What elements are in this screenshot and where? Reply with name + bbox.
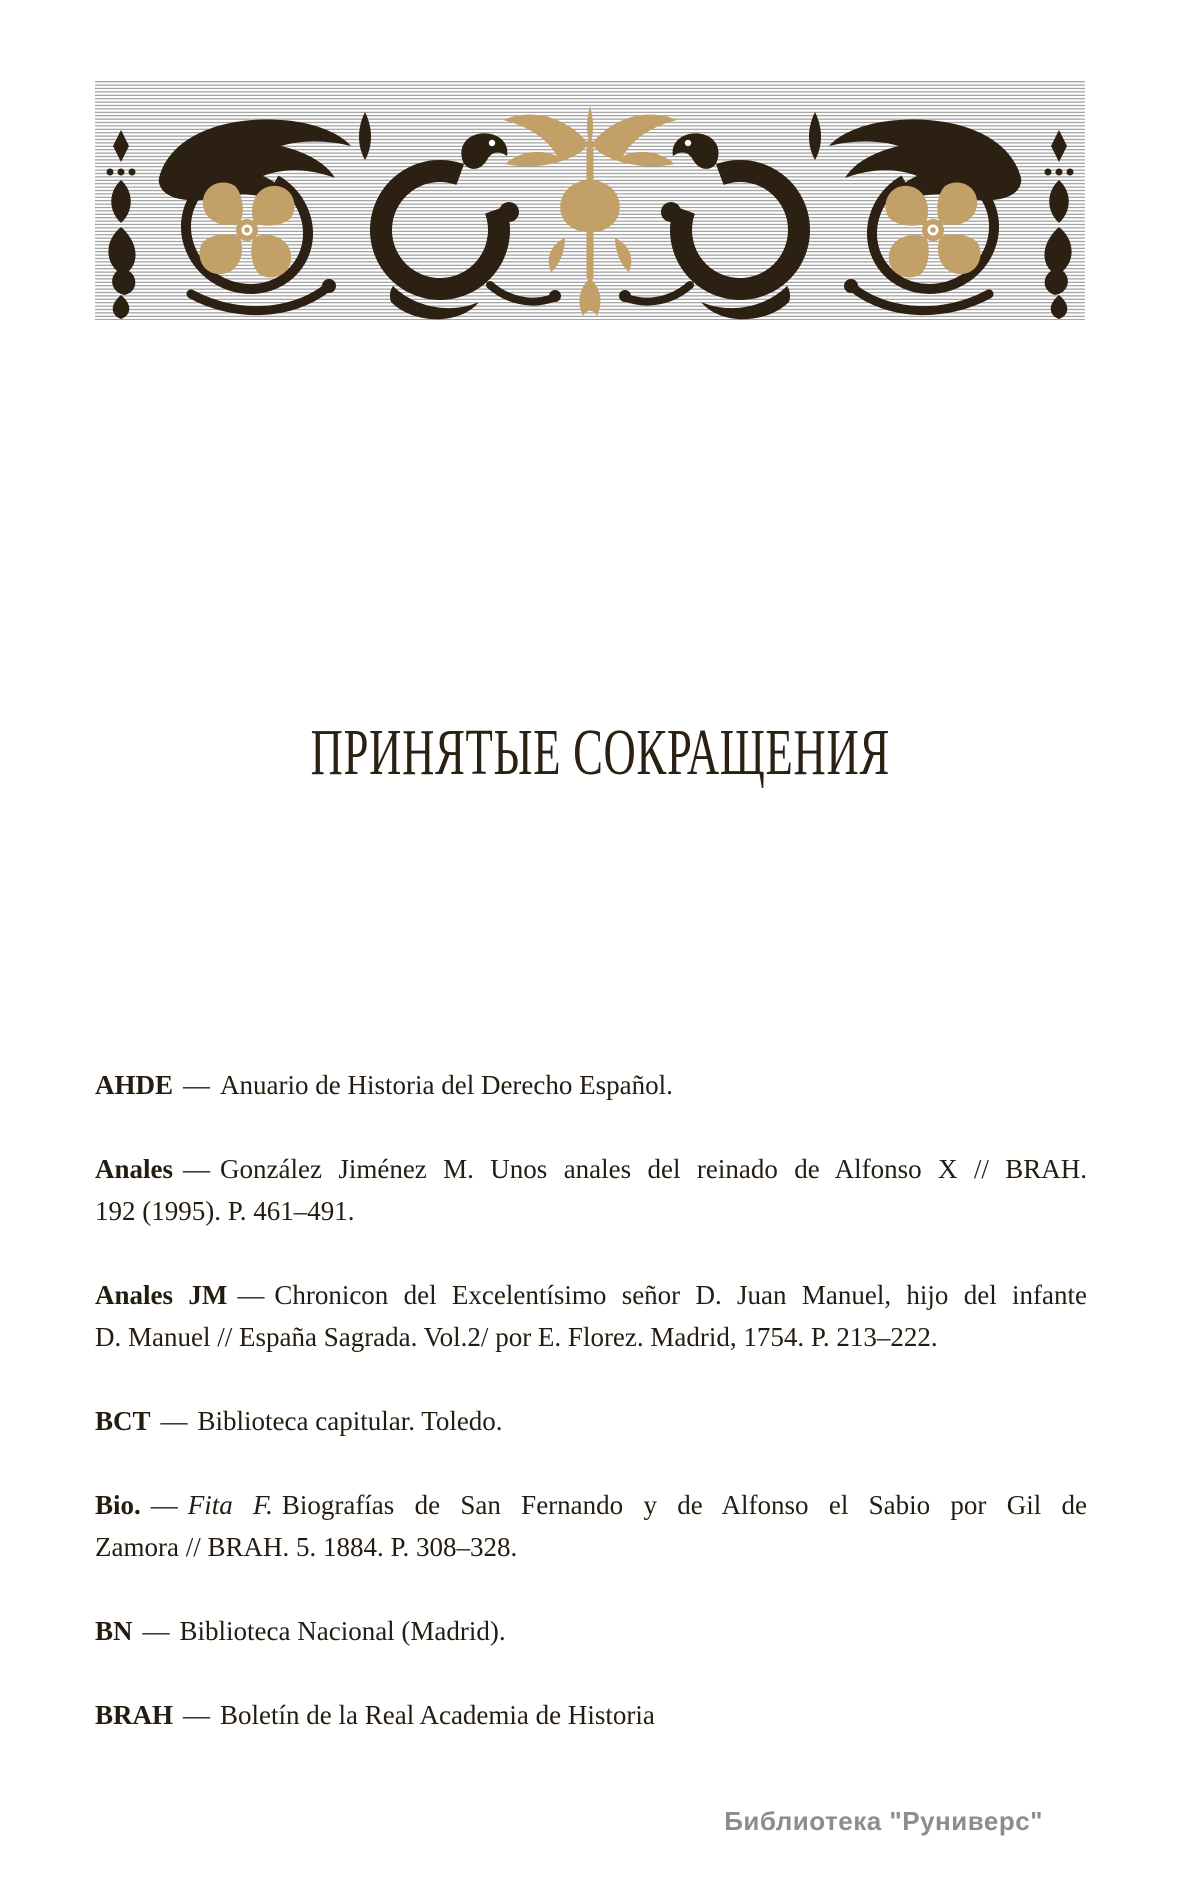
- entry-line: [95, 1484, 1087, 1526]
- abbreviation-term: Bio.: [95, 1490, 141, 1520]
- page-title: [0, 718, 1200, 789]
- entry-line: [95, 1274, 1087, 1316]
- abbreviation-entry-bio: [95, 1484, 1087, 1568]
- abbreviation-entry-anales-jm: [95, 1274, 1087, 1358]
- dash-separator: —: [237, 1280, 265, 1310]
- abbreviation-term: BCT: [95, 1406, 151, 1436]
- abbreviations-list: [95, 1064, 1087, 1736]
- entry-text: Biblioteca Nacional (Madrid).: [179, 1616, 506, 1646]
- dash-separator: —: [183, 1154, 211, 1184]
- dash-separator: —: [160, 1406, 188, 1436]
- abbreviation-term: Anales: [95, 1154, 174, 1184]
- dash-separator: —: [183, 1070, 211, 1100]
- abbreviation-term: BN: [95, 1616, 133, 1646]
- abbreviation-term: Anales JM: [95, 1280, 228, 1310]
- entry-line: 192 (1995). P. 461–491.: [95, 1196, 355, 1226]
- entry-line: [95, 1610, 1087, 1652]
- abbreviation-entry-anales: [95, 1148, 1087, 1232]
- entry-line: [95, 1148, 1087, 1190]
- abbreviation-entry-bn: [95, 1610, 1087, 1652]
- entry-text: Chronicon del Excelentísimo señor D. Juan Manuel, hijo del infante: [274, 1280, 1087, 1310]
- dash-separator: —: [142, 1616, 170, 1646]
- entry-line: [95, 1064, 1087, 1106]
- page-title-text: ПРИНЯТЫЕ СОКРАЩЕНИЯ: [310, 716, 890, 790]
- entry-author-italic: Fita F.: [187, 1490, 273, 1520]
- entry-line: D. Manuel // España Sagrada. Vol.2/ por E. Florez. Madrid, 1754. P. 213–222.: [95, 1322, 938, 1352]
- headpiece-engraving: [95, 80, 1085, 320]
- library-watermark: Библиотека "Руниверс": [724, 1806, 1043, 1836]
- dash-separator: —: [183, 1700, 211, 1730]
- ornamental-headpiece: [95, 80, 1085, 320]
- abbreviation-term: AHDE: [95, 1070, 174, 1100]
- entry-text: Biblioteca capitular. Toledo.: [197, 1406, 503, 1436]
- entry-text: Anuario de Historia del Derecho Español.: [220, 1070, 673, 1100]
- entry-line: Zamora // BRAH. 5. 1884. P. 308–328.: [95, 1532, 518, 1562]
- entry-line: [95, 1400, 1087, 1442]
- abbreviation-entry-brah: [95, 1694, 1087, 1736]
- abbreviation-entry-ahde: [95, 1064, 1087, 1106]
- entry-line: [95, 1694, 1087, 1736]
- entry-text: Boletín de la Real Academia de Historia: [220, 1700, 655, 1730]
- dash-separator: —: [150, 1490, 178, 1520]
- entry-text: Biografías de San Fernando y de Alfonso el Sabio por Gil de: [281, 1490, 1087, 1520]
- entry-text: González Jiménez M. Unos anales del reinado de Alfonso X // BRAH.: [220, 1154, 1087, 1184]
- abbreviation-entry-bct: [95, 1400, 1087, 1442]
- abbreviation-term: BRAH: [95, 1700, 174, 1730]
